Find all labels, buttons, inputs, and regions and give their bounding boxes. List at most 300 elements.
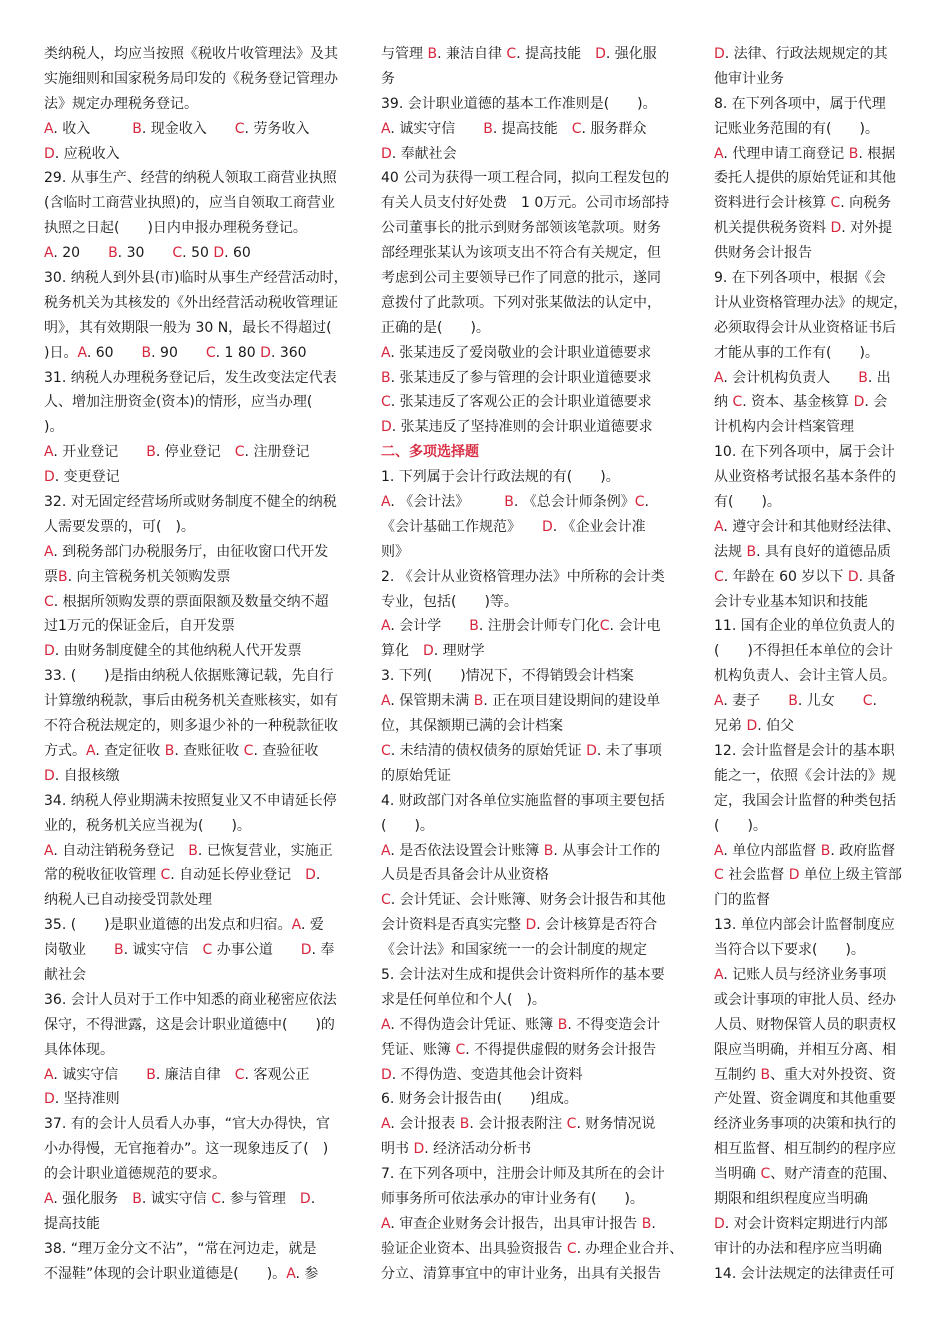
text-segment: . 会计学 <box>390 618 470 635</box>
text-segment: 保守，不得泄露，这是会计职业道德中( )的 <box>44 1016 335 1033</box>
text-line <box>381 764 683 789</box>
text-segment: . 张某违反了爱岗敬业的会计职业道德要求 <box>390 344 652 361</box>
text-segment: 32. 对无固定经营场所或财务制度不健全的纳税 <box>44 494 337 511</box>
text-line <box>714 1162 907 1187</box>
text-segment: 、财产清查的范围、 <box>770 1166 897 1183</box>
text-line <box>381 166 683 191</box>
text-line <box>381 142 683 167</box>
text-segment: 7. 在下列各项中，注册会计师及其所在的会计 <box>381 1166 665 1183</box>
text-line <box>44 415 350 440</box>
text-line <box>44 1087 350 1112</box>
option-letter: A <box>381 1215 391 1232</box>
text-segment: 纳税人已自动接受罚款处理 <box>44 892 212 909</box>
text-line <box>381 291 683 316</box>
text-line <box>714 764 907 789</box>
text-segment: . 会计核算是否符合 <box>536 917 658 934</box>
text-segment: . 遵守会计和其他财经法律、 <box>723 518 901 535</box>
text-segment: 2. 《会计从业资格管理办法》中所称的会计类 <box>381 568 665 585</box>
option-letter: B <box>459 1116 470 1133</box>
option-letter: C <box>211 1190 221 1207</box>
text-segment: 委托人提供的原始凭证和其他 <box>714 170 896 187</box>
text-line <box>44 440 350 465</box>
text-line <box>44 590 350 615</box>
option-letter: C <box>566 1240 577 1257</box>
text-line <box>381 1237 683 1262</box>
text-line <box>381 1137 683 1162</box>
option-letter: D <box>830 220 842 237</box>
option-letter: D <box>714 1215 725 1232</box>
text-line <box>44 1137 350 1162</box>
text-line <box>381 714 683 739</box>
option-letter: B <box>188 842 198 859</box>
text-segment: 验证企业资本、出具验资报告 <box>381 1240 567 1257</box>
option-letter: C <box>205 344 216 361</box>
text-line <box>381 440 683 465</box>
option-letter: A <box>291 917 301 934</box>
text-segment: . 强化服 <box>605 46 657 62</box>
text-segment: . 奉献社会 <box>391 145 457 162</box>
text-segment: 供财务会计报告 <box>714 245 812 262</box>
text-segment: 38. “理万金分文不沾”，“常在河边走，就是 <box>44 1240 317 1257</box>
text-segment: . 60 <box>86 344 142 361</box>
text-segment: . <box>315 867 321 884</box>
text-segment: 当符合以下要求( )。 <box>714 942 865 959</box>
text-segment: 则》 <box>381 543 409 560</box>
text-segment: . 对会计资料定期进行内部 <box>724 1215 888 1232</box>
text-segment: . 查验征收 <box>253 742 319 759</box>
text-line <box>44 216 350 241</box>
text-line <box>714 1262 907 1287</box>
text-line <box>44 142 350 167</box>
text-line <box>44 1112 350 1137</box>
text-line <box>44 689 350 714</box>
text-segment: . 具有良好的道德品质 <box>756 543 891 560</box>
text-segment: . 开业登记 <box>53 444 147 461</box>
text-segment: . 参 <box>295 1265 319 1282</box>
text-line <box>381 216 683 241</box>
text-line <box>381 614 683 639</box>
option-letter: A <box>381 693 391 710</box>
text-line <box>44 963 350 988</box>
option-letter: A <box>714 518 724 535</box>
option-letter: B <box>760 1066 771 1083</box>
text-segment: 业的，税务机关应当视为( )。 <box>44 817 251 834</box>
text-line <box>381 1112 683 1137</box>
text-segment: . 未结清的债权债务的原始凭证 <box>390 742 587 759</box>
text-line <box>44 664 350 689</box>
option-letter: C <box>862 693 873 710</box>
text-segment: 公司董事长的批示到财务部领该笔款项。财务 <box>381 220 661 237</box>
text-segment: . 保管期未满 <box>390 693 474 710</box>
text-line <box>44 241 350 266</box>
text-segment: . 注册会计师专门化 <box>478 618 600 635</box>
option-letter: D <box>44 767 55 784</box>
text-line <box>381 1162 683 1187</box>
text-segment: . 《会计法》 <box>390 494 505 511</box>
text-line <box>714 266 907 291</box>
text-segment: . 年龄在 60 岁以下 <box>723 568 848 585</box>
option-letter: D <box>595 46 606 62</box>
text-segment: 人、增加注册资金(资本)的情形，应当办理( <box>44 394 313 411</box>
text-segment: . 审查企业财务会计报告，出具审计报告 <box>390 1215 642 1232</box>
text-segment: . 是否依法设置会计账簿 <box>390 842 544 859</box>
text-segment: . <box>651 1215 656 1232</box>
option-letter: C <box>234 444 245 461</box>
text-line <box>714 689 907 714</box>
option-letter: C <box>243 742 254 759</box>
option-letter: D <box>381 419 392 436</box>
text-segment: . 会计机构负责人 <box>723 369 859 386</box>
text-segment: . 诚实守信 <box>141 1190 212 1207</box>
text-segment: ( )。 <box>714 817 767 834</box>
text-line <box>44 789 350 814</box>
text-segment: . 廉洁自律 <box>155 1066 235 1083</box>
text-segment: . 查定征收 <box>95 742 165 759</box>
text-line <box>381 515 683 540</box>
text-line <box>44 515 350 540</box>
text-segment: 他审计业务 <box>714 70 784 87</box>
text-segment: 不湿鞋”体现的会计职业道德是( )。 <box>44 1265 287 1282</box>
text-segment: . 变更登记 <box>54 469 120 486</box>
text-line <box>714 714 907 739</box>
text-segment: . 《企业会计准 <box>552 518 646 535</box>
option-letter: A <box>44 120 54 137</box>
option-letter: D <box>423 643 434 660</box>
text-line <box>714 415 907 440</box>
option-letter: D <box>305 867 316 884</box>
option-letter: C <box>714 867 724 884</box>
text-segment: . 从事会计工作的 <box>553 842 661 859</box>
text-segment: 当明确 <box>714 1166 761 1183</box>
text-segment: 社会监督 <box>723 867 789 884</box>
text-segment: . 经济活动分析书 <box>424 1141 532 1158</box>
option-letter: A <box>714 369 724 386</box>
text-segment: . 张某违反了客观公正的会计职业道德要求 <box>390 394 652 411</box>
text-segment: ( )不得担任本单位的会计 <box>714 643 893 660</box>
text-line <box>44 42 350 67</box>
text-segment: . 强化服务 <box>53 1190 133 1207</box>
text-segment: . 资本、基金核算 <box>742 394 854 411</box>
text-segment: . 90 <box>151 344 206 361</box>
text-segment: . 诚实守信 <box>390 120 484 137</box>
text-segment: 执照之日起( )日内申报办理税务登记。 <box>44 220 307 237</box>
text-line <box>381 316 683 341</box>
text-line <box>44 92 350 117</box>
text-line <box>714 390 907 415</box>
text-line <box>44 341 350 366</box>
text-line <box>714 1237 907 1262</box>
option-letter: D <box>788 867 800 884</box>
text-line <box>714 42 907 67</box>
text-line <box>44 988 350 1013</box>
text-segment: 师事务所可依法承办的审计业务有( )。 <box>381 1190 644 1207</box>
text-segment: 33. ( )是指由纳税人依据账簿记载，先自行 <box>44 668 334 685</box>
text-line <box>714 814 907 839</box>
text-segment: . 360 <box>270 344 307 361</box>
option-letter: B <box>788 693 798 710</box>
text-line <box>44 465 350 490</box>
text-segment: 纳 <box>714 394 733 411</box>
text-line <box>714 963 907 988</box>
option-letter: D <box>586 742 597 759</box>
text-segment: . 自报核缴 <box>54 767 120 784</box>
option-letter: A <box>77 344 87 361</box>
text-segment: . 会计凭证、会计账簿、财务会计报告和其他 <box>390 892 666 909</box>
text-line <box>44 839 350 864</box>
option-letter: A <box>44 444 54 461</box>
text-line <box>381 1013 683 1038</box>
option-letter: D <box>525 917 537 934</box>
text-line <box>381 390 683 415</box>
text-segment: . 由财务制度健全的其他纳税人代开发票 <box>54 643 302 660</box>
text-segment: 计算缴纳税款，事后由税务机关查账核实，如有 <box>44 693 338 710</box>
text-segment: ( )。 <box>381 817 434 834</box>
option-letter: A <box>714 966 724 983</box>
text-segment: . 张某违反了坚持准则的会计职业道德要求 <box>391 419 653 436</box>
text-line <box>714 739 907 764</box>
text-line <box>381 1262 683 1287</box>
text-line <box>381 540 683 565</box>
text-line <box>714 1063 907 1088</box>
text-segment: 《会计基础工作规范》 <box>381 518 542 535</box>
text-segment: . 参与管理 <box>221 1190 300 1207</box>
text-segment: . 20 <box>53 245 109 262</box>
option-letter: D <box>299 1190 311 1207</box>
text-segment: 从业资格考试报名基本条件的 <box>714 469 896 486</box>
text-line <box>381 1212 683 1237</box>
text-segment: (含临时工商营业执照)的，应当自领取工商营业 <box>44 195 335 212</box>
text-segment: . 诚实守信 <box>123 942 203 959</box>
option-letter: C <box>44 593 54 610</box>
option-letter: D <box>44 469 55 486</box>
text-line <box>381 67 683 92</box>
text-segment: 算化 <box>381 643 423 660</box>
text-segment: 39. 会计职业道德的基本工作准则是( )。 <box>381 95 657 112</box>
text-segment: 门的监督 <box>714 892 770 909</box>
text-segment: 人员、财物保管人员的职责权 <box>714 1016 896 1033</box>
text-line <box>381 590 683 615</box>
text-segment: )。 <box>44 419 64 436</box>
text-segment: . 理财学 <box>433 643 485 660</box>
text-segment: 机构负责人、会计主管人员。 <box>714 668 896 685</box>
option-letter: C <box>506 46 517 62</box>
text-segment: 产处置、资金调度和其他重要 <box>714 1091 896 1108</box>
text-segment: 提高技能 <box>44 1215 100 1232</box>
option-letter: C <box>732 394 743 411</box>
text-segment: 6. 财务会计报告由( )组成。 <box>381 1091 578 1108</box>
text-line <box>44 614 350 639</box>
text-line <box>381 639 683 664</box>
text-line <box>714 839 907 864</box>
text-segment: . 劳务收入 <box>244 120 310 137</box>
option-letter: C <box>202 942 213 959</box>
text-line <box>44 67 350 92</box>
text-segment: 有( )。 <box>714 494 781 511</box>
text-segment: 计机构内会计档案管理 <box>714 419 854 436</box>
text-segment: . 出 <box>867 369 891 386</box>
text-segment: 考虑到公司主要领导已作了同意的批示，遂同 <box>381 270 661 287</box>
text-segment: . 不得提供虚假的财务会计报告 <box>465 1041 657 1058</box>
text-segment: 5. 会计法对生成和提供会计资料所作的基本要 <box>381 966 665 983</box>
option-letter: D <box>847 568 859 585</box>
text-line <box>44 316 350 341</box>
option-letter: C <box>172 245 183 262</box>
text-line <box>44 565 350 590</box>
text-line <box>44 1063 350 1088</box>
text-line <box>714 614 907 639</box>
option-letter: B <box>858 369 868 386</box>
option-letter: C <box>714 568 724 585</box>
text-segment: . 财务情况说 <box>576 1116 656 1133</box>
text-segment: . 不得伪造、变造其他会计资料 <box>391 1066 583 1083</box>
text-segment: 经济业务事项的决策和执行的 <box>714 1116 896 1133</box>
column-right <box>714 42 907 1287</box>
text-line <box>714 142 907 167</box>
text-segment: . 对外提 <box>841 220 893 237</box>
text-segment: . 向税务 <box>840 195 892 212</box>
option-letter: C <box>234 1066 245 1083</box>
text-segment: . 妻子 <box>723 693 789 710</box>
option-letter: B <box>746 543 757 560</box>
option-letter: B <box>848 145 859 162</box>
option-letter: D <box>746 718 758 735</box>
text-line <box>714 117 907 142</box>
option-letter: D <box>300 942 312 959</box>
option-letter: B <box>132 120 142 137</box>
text-segment: . 客观公正 <box>244 1066 310 1083</box>
option-letter: A <box>44 543 54 560</box>
text-segment: 10. 在下列各项中，属于会计 <box>714 444 895 461</box>
option-letter: D <box>44 145 55 162</box>
text-line <box>714 565 907 590</box>
text-line <box>44 888 350 913</box>
text-segment: 法》规定办理税务登记。 <box>44 95 198 112</box>
text-line <box>44 166 350 191</box>
text-segment: 1. 下列属于会计行政法规的有( )。 <box>381 469 620 486</box>
text-line <box>714 191 907 216</box>
option-letter: C <box>760 1166 771 1183</box>
text-line <box>381 913 683 938</box>
option-letter: B <box>164 742 175 759</box>
text-line <box>714 366 907 391</box>
text-segment: 常的税收征收管理 <box>44 867 161 884</box>
text-line <box>714 341 907 366</box>
column-middle <box>381 42 683 1287</box>
text-segment: 能之一，依照《会计法的》规 <box>714 767 896 784</box>
text-segment: . 1 80 <box>215 344 261 361</box>
text-segment: . 应税收入 <box>54 145 120 162</box>
text-line <box>44 913 350 938</box>
text-segment: 记账业务范围的有( )。 <box>714 120 879 137</box>
text-segment: 29. 从事生产、经营的纳税人领取工商营业执照 <box>44 170 337 187</box>
text-segment: 小办得慢，无官拖着办”。这一现象违反了( ) <box>44 1141 329 1158</box>
text-segment: . 60 <box>224 245 251 262</box>
option-letter: A <box>381 494 391 511</box>
text-segment: . <box>644 494 649 511</box>
text-line <box>381 266 683 291</box>
text-line <box>714 1112 907 1137</box>
text-line <box>714 590 907 615</box>
text-line <box>44 1212 350 1237</box>
text-segment: 相互监督、相互制约的程序应 <box>714 1141 896 1158</box>
text-line <box>381 839 683 864</box>
text-line <box>714 888 907 913</box>
text-segment: . 会计报表 <box>390 1116 460 1133</box>
text-segment: 票 <box>44 568 58 585</box>
text-segment: . 提高技能 <box>516 46 596 62</box>
text-line <box>381 988 683 1013</box>
text-segment: 办事公道 <box>212 942 301 959</box>
option-letter: B <box>820 842 831 859</box>
text-segment: . 具备 <box>858 568 896 585</box>
option-letter: A <box>381 618 391 635</box>
option-letter: C <box>566 1116 577 1133</box>
option-letter: B <box>641 1215 652 1232</box>
text-segment: 才能从事的工作有( )。 <box>714 344 879 361</box>
text-line <box>381 863 683 888</box>
text-segment: . 不得伪造会计凭证、账簿 <box>390 1016 558 1033</box>
text-segment: 定，我国会计监督的种类包括 <box>714 792 896 809</box>
text-segment: . 停业登记 <box>155 444 235 461</box>
text-segment: 与管理 <box>381 46 428 62</box>
text-line <box>44 938 350 963</box>
text-segment: 献社会 <box>44 966 86 983</box>
text-segment: 36. 会计人员对于工作中知悉的商业秘密应依法 <box>44 991 337 1008</box>
text-segment: 过1万元的保证金后，自开发票 <box>44 618 235 635</box>
text-segment: 机关提供税务资料 <box>714 220 831 237</box>
option-letter: B <box>146 1066 156 1083</box>
text-line <box>381 664 683 689</box>
option-letter: C <box>830 195 841 212</box>
option-letter: A <box>381 1016 391 1033</box>
text-line <box>381 191 683 216</box>
option-letter: D <box>853 394 865 411</box>
text-segment: 具体体现。 <box>44 1041 114 1058</box>
text-segment: 类纳税人，均应当按照《税收片收管理法》及其 <box>44 46 338 62</box>
text-segment: . 根据 <box>858 145 896 162</box>
text-line <box>714 316 907 341</box>
text-line <box>714 92 907 117</box>
text-segment: 期限和组织程度应当明确 <box>714 1190 868 1207</box>
text-line <box>381 92 683 117</box>
text-line <box>381 366 683 391</box>
text-segment: . 张某违反了参与管理的会计职业道德要求 <box>390 369 652 386</box>
text-segment: 限应当明确，并相互分离、相 <box>714 1041 896 1058</box>
text-line <box>44 1013 350 1038</box>
text-segment: . 自动注销税务登记 <box>53 842 189 859</box>
text-line <box>381 42 683 67</box>
text-segment: . 坚持准则 <box>54 1091 120 1108</box>
text-segment: . 不得变造会计 <box>567 1016 661 1033</box>
text-segment: . 《总会计师条例》 <box>513 494 635 511</box>
option-letter: B <box>108 245 118 262</box>
option-letter: D <box>542 518 553 535</box>
text-line <box>381 1038 683 1063</box>
text-line <box>44 814 350 839</box>
text-segment: 资料进行会计核算 <box>714 195 831 212</box>
text-segment: . 爱 <box>300 917 324 934</box>
text-segment: . 查账征收 <box>174 742 244 759</box>
option-letter: A <box>44 842 54 859</box>
text-segment: 14. 会计法规定的法律责任可 <box>714 1265 895 1282</box>
text-segment: 互制约 <box>714 1066 761 1083</box>
text-segment: 、重大对外投资、资 <box>770 1066 897 1083</box>
option-letter: B <box>427 46 438 62</box>
option-letter: C <box>571 120 582 137</box>
text-segment: 8. 在下列各项中，属于代理 <box>714 95 886 112</box>
option-letter: A <box>44 1190 54 1207</box>
option-letter: B <box>543 842 554 859</box>
